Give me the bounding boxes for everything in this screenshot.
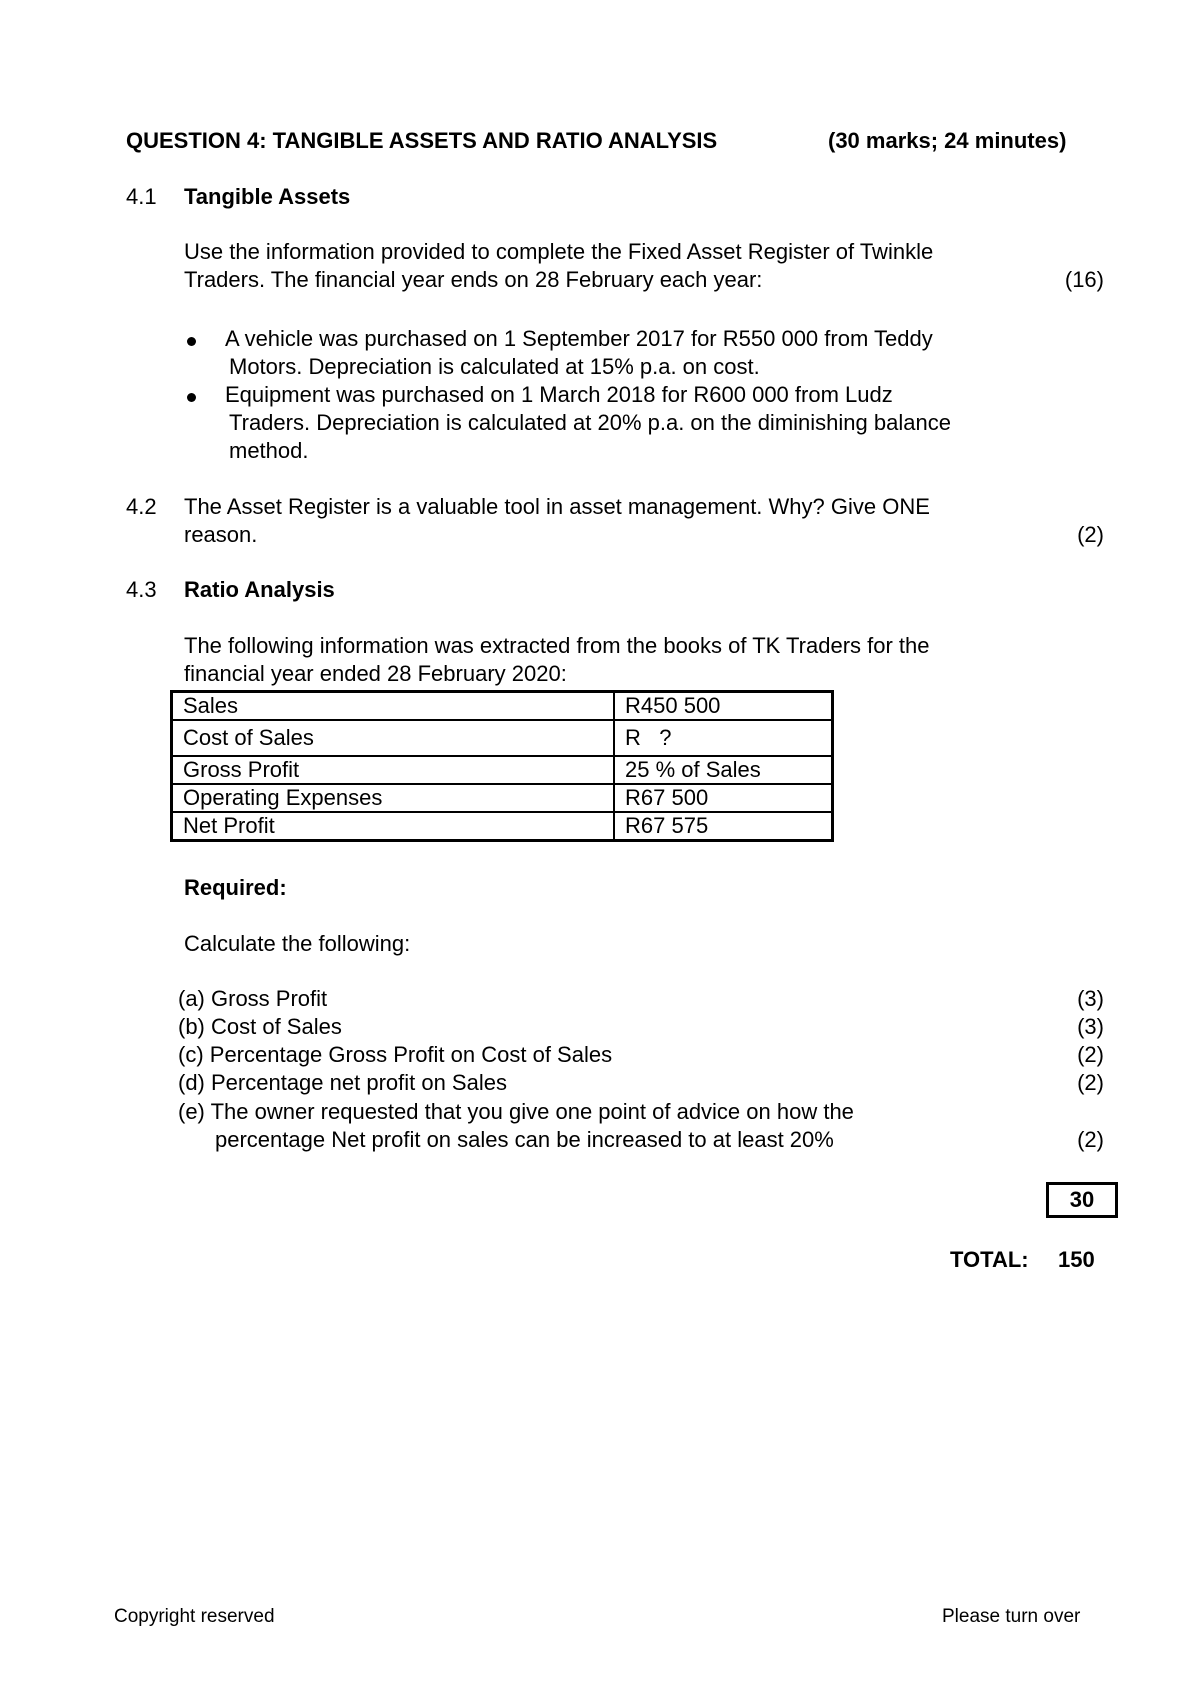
question-title: QUESTION 4: TANGIBLE ASSETS AND RATIO ANALYSIS xyxy=(126,128,718,153)
q4-1-bullet-2-line1: Equipment was purchased on 1 March 2018 for R600 000 from Ludz xyxy=(225,382,893,407)
total-value: 150 xyxy=(1058,1247,1095,1272)
table-row xyxy=(172,784,833,812)
table-cell-value: 25 % of Sales xyxy=(614,756,833,784)
calc-item-a-marks: (3) xyxy=(1077,986,1104,1011)
q4-1-bullet-1-line1: A vehicle was purchased on 1 September 2017 for R550 000 from Teddy xyxy=(225,326,933,351)
calc-item-b: (b) Cost of Sales xyxy=(178,1014,342,1039)
q4-2-line2: reason. xyxy=(184,522,258,547)
calc-item-d-marks: (2) xyxy=(1077,1070,1104,1095)
table-row xyxy=(172,692,833,721)
bullet-icon xyxy=(187,337,196,346)
q4-3-number: 4.3 xyxy=(126,577,157,602)
q4-1-marks: (16) xyxy=(1064,267,1104,292)
calc-item-e: (e) The owner requested that you give one point of advice on how the xyxy=(178,1099,854,1124)
q4-1-intro-line1: Use the information provided to complete the Fixed Asset Register of Twinkle xyxy=(184,239,934,264)
table-cell-value: R ? xyxy=(614,720,833,756)
table-cell-label: Gross Profit xyxy=(172,756,615,784)
q4-1-intro-line2: Traders. The financial year ends on 28 February each year: xyxy=(184,267,763,292)
calc-item-c: (c) Percentage Gross Profit on Cost of Sales xyxy=(178,1042,613,1067)
total-label: TOTAL: xyxy=(950,1247,1029,1272)
q4-1-number: 4.1 xyxy=(126,184,157,209)
table-row xyxy=(172,720,833,756)
calc-item-d: (d) Percentage net profit on Sales xyxy=(178,1070,507,1095)
q4-1-bullet-2-line2: Traders. Depreciation is calculated at 20% p.a. on the diminishing balance xyxy=(229,410,951,435)
q4-2-line1: The Asset Register is a valuable tool in asset management. Why? Give ONE xyxy=(184,494,930,519)
table-row xyxy=(172,756,833,784)
calc-item-b-marks: (3) xyxy=(1077,1014,1104,1039)
bullet-icon xyxy=(187,393,196,402)
calc-intro: Calculate the following: xyxy=(184,931,411,956)
table-cell-label: Net Profit xyxy=(172,812,615,841)
q4-1-bullet-1-line2: Motors. Depreciation is calculated at 15% p.a. on cost. xyxy=(229,354,760,379)
table-cell-value: R450 500 xyxy=(614,692,833,721)
q4-3-intro-line1: The following information was extracted from the books of TK Traders for the xyxy=(184,633,930,658)
calc-item-a: (a) Gross Profit xyxy=(178,986,328,1011)
q4-1-heading: Tangible Assets xyxy=(184,184,351,209)
footer-turn-over: Please turn over xyxy=(942,1606,1081,1627)
q4-3-heading: Ratio Analysis xyxy=(184,577,335,602)
footer-copyright: Copyright reserved xyxy=(114,1606,275,1627)
table-cell-label: Operating Expenses xyxy=(172,784,615,812)
table-cell-value: R67 575 xyxy=(614,812,833,841)
table-cell-label: Cost of Sales xyxy=(172,720,615,756)
subtotal-box: 30 xyxy=(1046,1182,1118,1218)
table-row xyxy=(172,812,833,841)
table-cell-label: Sales xyxy=(172,692,615,721)
calc-item-e-marks: (2) xyxy=(1077,1127,1104,1152)
q4-2-marks: (2) xyxy=(1077,522,1104,547)
ratio-info-table xyxy=(170,690,834,842)
calc-item-e-line2: percentage Net profit on sales can be increased to at least 20% xyxy=(215,1127,834,1152)
table-cell-value: R67 500 xyxy=(614,784,833,812)
q4-3-intro-line2: financial year ended 28 February 2020: xyxy=(184,661,567,686)
q4-1-bullet-2-line3: method. xyxy=(229,438,309,463)
required-label: Required: xyxy=(184,875,287,900)
q4-2-number: 4.2 xyxy=(126,494,157,519)
calc-item-c-marks: (2) xyxy=(1077,1042,1104,1067)
question-marks-time: (30 marks; 24 minutes) xyxy=(828,128,1067,153)
